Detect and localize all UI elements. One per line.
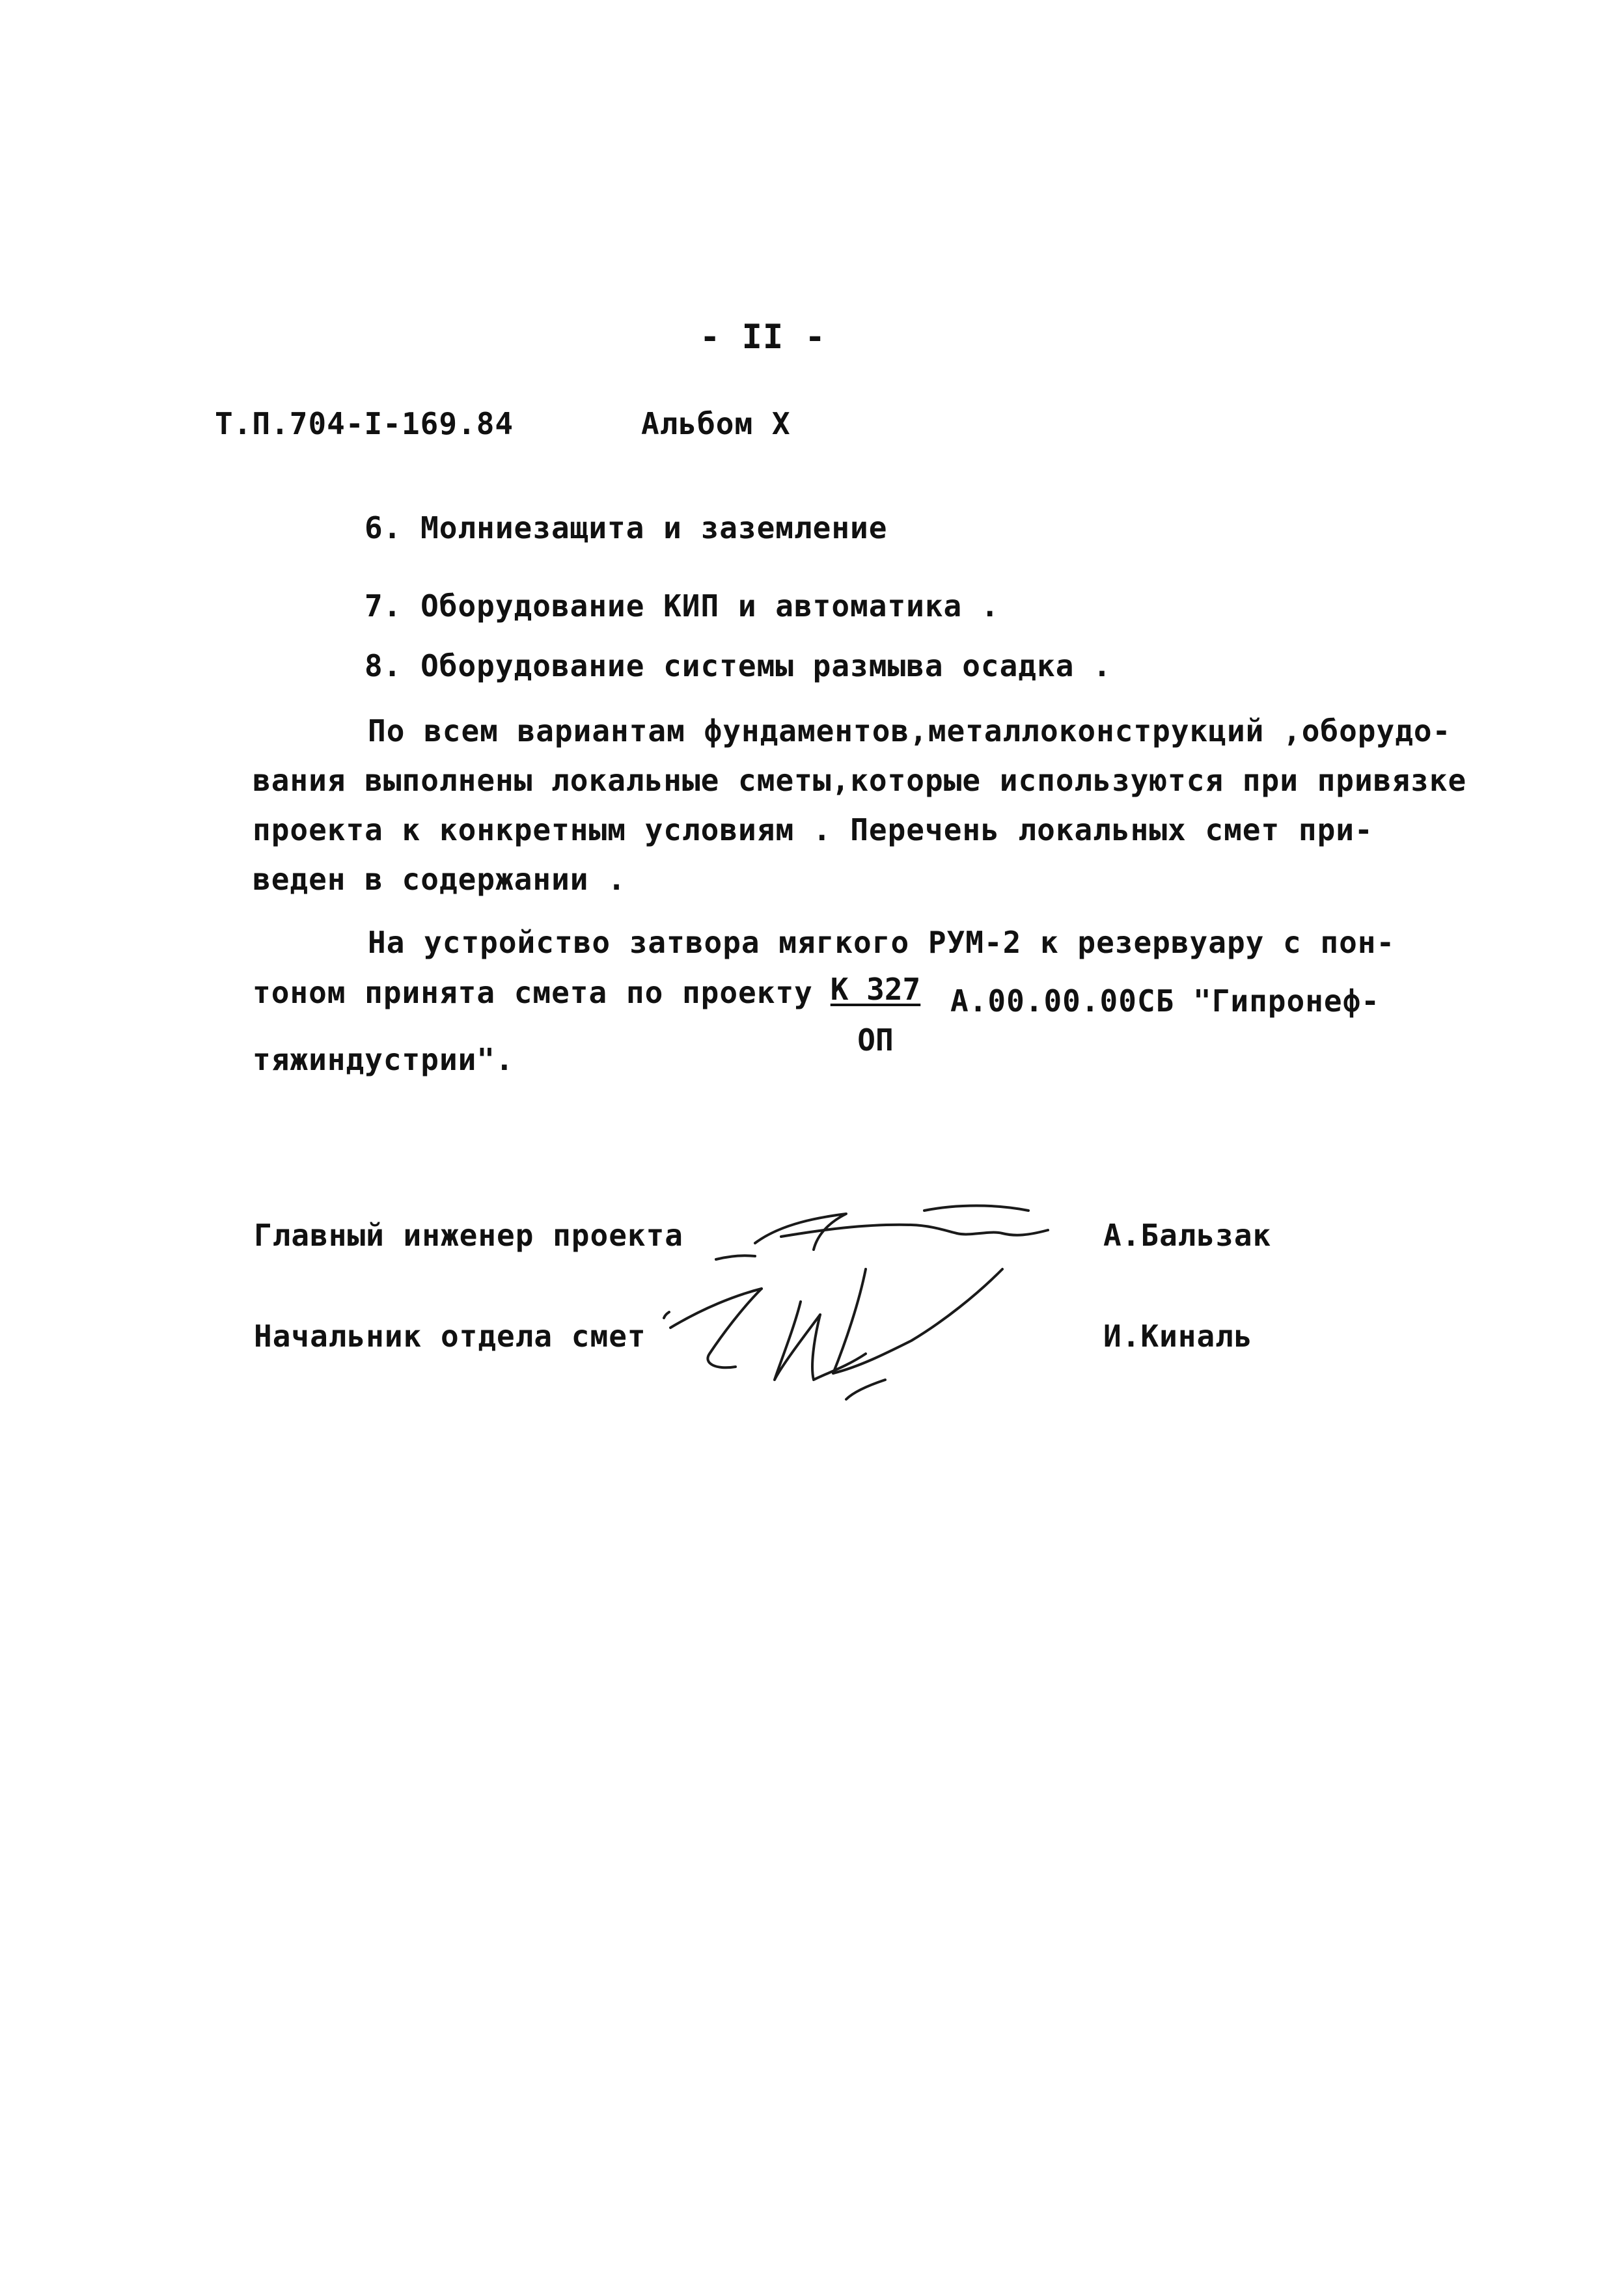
paragraph-line: По всем вариантам фундаментов,металлоконструкций ,оборудо- [368,713,1452,748]
list-item: 6. Молниезащита и заземление [365,510,888,545]
signature-role: Главный инженер проекта [254,1218,683,1253]
fraction-denominator: ОП [857,1022,894,1058]
signature-stroke [708,1289,762,1367]
paragraph-line: веден в содержании . [253,862,626,897]
paragraph-line: На устройство затвора мягкого РУМ-2 к резервуару с пон- [368,925,1396,960]
document-code: Т.П.704-I-169.84 [215,406,514,441]
paragraph-line: тоном принята смета по проекту [253,975,813,1010]
signature-role: Начальник отдела смет [254,1319,646,1354]
list-item: 7. Оборудование КИП и автоматика . [365,588,1000,624]
signature-stroke [755,1214,846,1250]
fraction-numerator: К 327 [830,972,921,1007]
project-fraction [827,972,924,1058]
signature-name: А.Бальзак [1103,1218,1272,1253]
signature-stroke [716,1255,755,1259]
paragraph-line: тяжиндустрии". [253,1042,514,1077]
signature-stroke [670,1289,762,1328]
project-code: А.00.00.00СБ "Гипронеф- [950,983,1380,1019]
handwritten-signatures [651,1185,1094,1432]
paragraph-line: проекта к конкретным условиям . Перечень локальных смет при- [253,812,1373,847]
paragraph-line: вания выполнены локальные сметы,которые используются при привязке [253,763,1467,798]
signature-stroke [664,1312,669,1318]
signature-name: И.Киналь [1103,1319,1253,1354]
page-number: - II - [700,318,826,357]
album-label: Альбом X [641,406,791,441]
list-item: 8. Оборудование системы размыва осадка . [365,648,1112,683]
signature-stroke [924,1206,1028,1211]
signature-stroke [812,1315,866,1380]
signature-stroke [846,1380,885,1399]
